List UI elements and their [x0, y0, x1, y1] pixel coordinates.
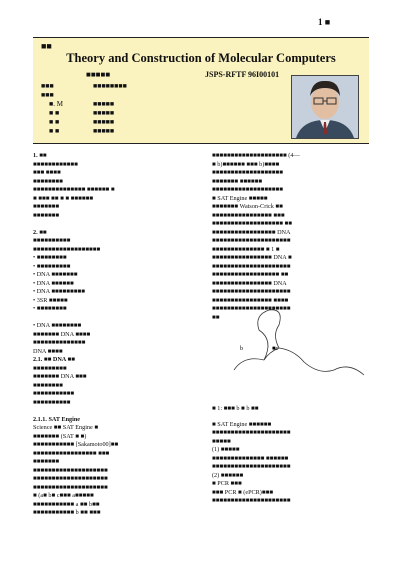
- text-line: • DNA ■■■■■■: [33, 279, 74, 287]
- text-line: ■■■■■■■■■■■■■■■■■■■■■: [212, 305, 291, 312]
- text-line: • DNA ■■■■■■■■: [33, 322, 82, 329]
- text-line: ■■■■■■■■■■■■■■■■■■■■■: [212, 237, 291, 244]
- text-line: ■■■■■■■■■■■■■■■■■■■■■: [212, 463, 291, 470]
- author-row: ■■■■■: [86, 70, 111, 79]
- right-column: [212, 152, 372, 322]
- text-line: • 3SR ■■■■■: [33, 296, 68, 304]
- text-line: (1) ■■■■■: [212, 446, 240, 453]
- text-line: [33, 314, 201, 323]
- text-line: • DNA ■■■■■■■■■: [33, 288, 85, 295]
- text-line: ■■■■■■■■■■■■■■■■■■■■ (4—: [212, 152, 300, 159]
- page-number: 1 ■: [318, 17, 331, 27]
- molecule-figure: [224, 300, 374, 410]
- text-line: ■ SAT Engine ■■■■■■: [212, 420, 272, 428]
- section-heading: 1. ■■: [33, 152, 47, 159]
- text-line: ■■■■■■■■■■■■■■■■ DNA: [212, 279, 287, 287]
- text-line: ■■■ PCR ■ (ePCR)■■■: [212, 488, 274, 496]
- text-line: ■■■■■■■■■■■ [Sakamoto00]■■: [33, 441, 119, 448]
- section-heading: 2.1.1. SAT Engine: [33, 415, 81, 423]
- section-heading: 2. ■■: [33, 228, 47, 236]
- text-line: ■■■■■■■ DNA ■■■: [33, 373, 87, 380]
- text-line: ■ (a■ b■ c■■■ a■■■■■: [33, 492, 94, 499]
- text-line: [212, 412, 372, 421]
- text-line: [33, 220, 201, 229]
- title-banner: [33, 37, 369, 144]
- text-line: ■■■■■■■■■■■■■■■■■■■■: [33, 483, 108, 491]
- member-label: ■. M: [49, 100, 63, 108]
- text-line: ■■■■■■■■■■■■■■ ■■■■■■ ■: [33, 186, 115, 193]
- text-line: ■■■■■■■ (SAT ■ ■): [33, 432, 87, 440]
- text-line: ■■■■■■■■■■■■■■■■■ ■■■: [33, 449, 110, 457]
- text-line: ■■■■■■■■■■■ a ■■ b■■: [33, 500, 100, 508]
- text-line: ■■■■■■■■■■■■■■■■■■■■■: [212, 262, 291, 270]
- text-line: • ■■■■■■■■: [33, 254, 67, 261]
- text-line: ■ PCR ■■■: [212, 480, 242, 487]
- author-photo: [291, 75, 359, 139]
- text-line: ■■■■■■■■■■■■■■■■■■■■: [33, 475, 108, 482]
- text-line: ■ ■■■ ■■ ■ ■ ■■■■■■: [33, 194, 94, 202]
- text-line: ■■■■■■■■: [33, 177, 63, 185]
- text-line: ■■■■■■■■■■■■■■■■■■■■■: [212, 429, 291, 436]
- text-line: ■■■■■■■■■■■■■■■■■■■: [212, 186, 284, 193]
- text-line: ■■■■■■■■■■: [33, 398, 71, 406]
- text-line: ■ b)■■■■■■ ■■■ b)■■■■: [212, 160, 280, 168]
- text-line: (2) ■■■■■■: [212, 471, 244, 479]
- text-line: ■■■■■■■■■■■■■■ ■ 1 ■: [212, 245, 280, 253]
- text-line: ■■■■■■■ Watson-Crick ■■: [212, 203, 283, 210]
- left-column: [33, 152, 201, 518]
- member-value: ■■■■■: [93, 118, 115, 126]
- member-value: ■■■■■: [93, 127, 115, 135]
- text-line: ■■■■■■■■■■■■■■ ■■■■■■: [212, 454, 289, 462]
- banner-top-label: ■■: [41, 41, 52, 51]
- member-value: ■■■■■: [93, 109, 115, 117]
- text-line: Science ■■ SAT Engine ■: [33, 424, 99, 431]
- text-line: ■■■■■■■■■■■■■■■■■■: [33, 245, 101, 253]
- banner-row2-right: ■■■■■■■■: [93, 82, 127, 90]
- text-line: ■■■■■■■: [33, 211, 60, 219]
- text-line: ■■■■■■■ ■■■■■■: [212, 177, 263, 185]
- text-line: ■■■■■■■■■■■■■■■■■■■■■: [212, 288, 291, 295]
- text-line: • ■■■■■■■■■: [33, 262, 71, 270]
- text-line: ■■■■■■■■■■■■■■: [33, 339, 86, 346]
- text-line: [33, 407, 201, 416]
- project-code: JSPS-RFTF 96I00101: [205, 70, 280, 79]
- text-line: ■■■■■■■■■■■■■■■■■■ ■■: [212, 271, 289, 278]
- figure-caption: ■ 1: ■■■ b ■ b ■■: [212, 405, 259, 412]
- text-line: ■■■■■■■■■■■■■■■■ ■■■■: [212, 296, 289, 304]
- section-heading: 2.1. ■■ DNA ■■: [33, 356, 75, 363]
- text-line: ■■■■■■■■■■■■: [33, 160, 78, 168]
- banner-row2-left: ■■■: [41, 82, 54, 90]
- text-line: ■■■■■: [212, 437, 231, 445]
- text-line: ■■■■■■■: [33, 458, 60, 465]
- text-line: ■■■■■■■■■■■■■■■■ DNA ■: [212, 254, 292, 261]
- text-line: ■■■■■■■■■: [33, 364, 67, 372]
- text-line: ■■■■■■■■■■■■■■■■■■■■: [33, 466, 108, 474]
- member-label: ■ ■: [49, 127, 60, 135]
- text-line: ■■■■■■■■■■■ b ■■ ■■■: [33, 509, 101, 516]
- text-line: ■■■■■■■■■■■■■■■■ ■■■: [212, 211, 285, 219]
- text-line: • ■■■■■■■■: [33, 305, 67, 312]
- paper-title: Theory and Construction of Molecular Computers: [66, 51, 336, 65]
- text-line: ■■■■■■■■■■: [33, 237, 71, 244]
- text-line: ■■■ ■■■■: [33, 169, 61, 176]
- figure-label-c: ■c: [272, 346, 279, 352]
- figure-label-b: b: [240, 346, 243, 352]
- text-line: ■■■■■■■■■■■■■■■■■ DNA: [212, 228, 291, 236]
- right-column-lower: [212, 412, 372, 506]
- text-line: ■■■■■■■■: [33, 381, 63, 389]
- text-line: DNA ■■■■: [33, 347, 63, 355]
- banner-row3-left: ■■■: [41, 91, 54, 99]
- text-line: ■■■■■■■■■■■■■■■■■■■: [212, 169, 284, 176]
- member-label: ■ ■: [49, 118, 60, 126]
- text-line: ■■: [212, 313, 220, 321]
- member-value: ■■■■■: [93, 100, 115, 108]
- text-line: ■■■■■■■ DNA ■■■■: [33, 330, 91, 338]
- text-line: ■■■■■■■■■■■: [33, 390, 75, 397]
- member-label: ■ ■: [49, 109, 60, 117]
- text-line: ■ SAT Engine ■■■■■: [212, 194, 268, 202]
- text-line: ■■■■■■■■■■■■■■■■■■■ ■■: [212, 220, 293, 227]
- text-line: ■■■■■■■: [33, 203, 60, 210]
- text-line: • DNA ■■■■■■■: [33, 271, 78, 278]
- text-line: ■■■■■■■■■■■■■■■■■■■■■: [212, 497, 291, 504]
